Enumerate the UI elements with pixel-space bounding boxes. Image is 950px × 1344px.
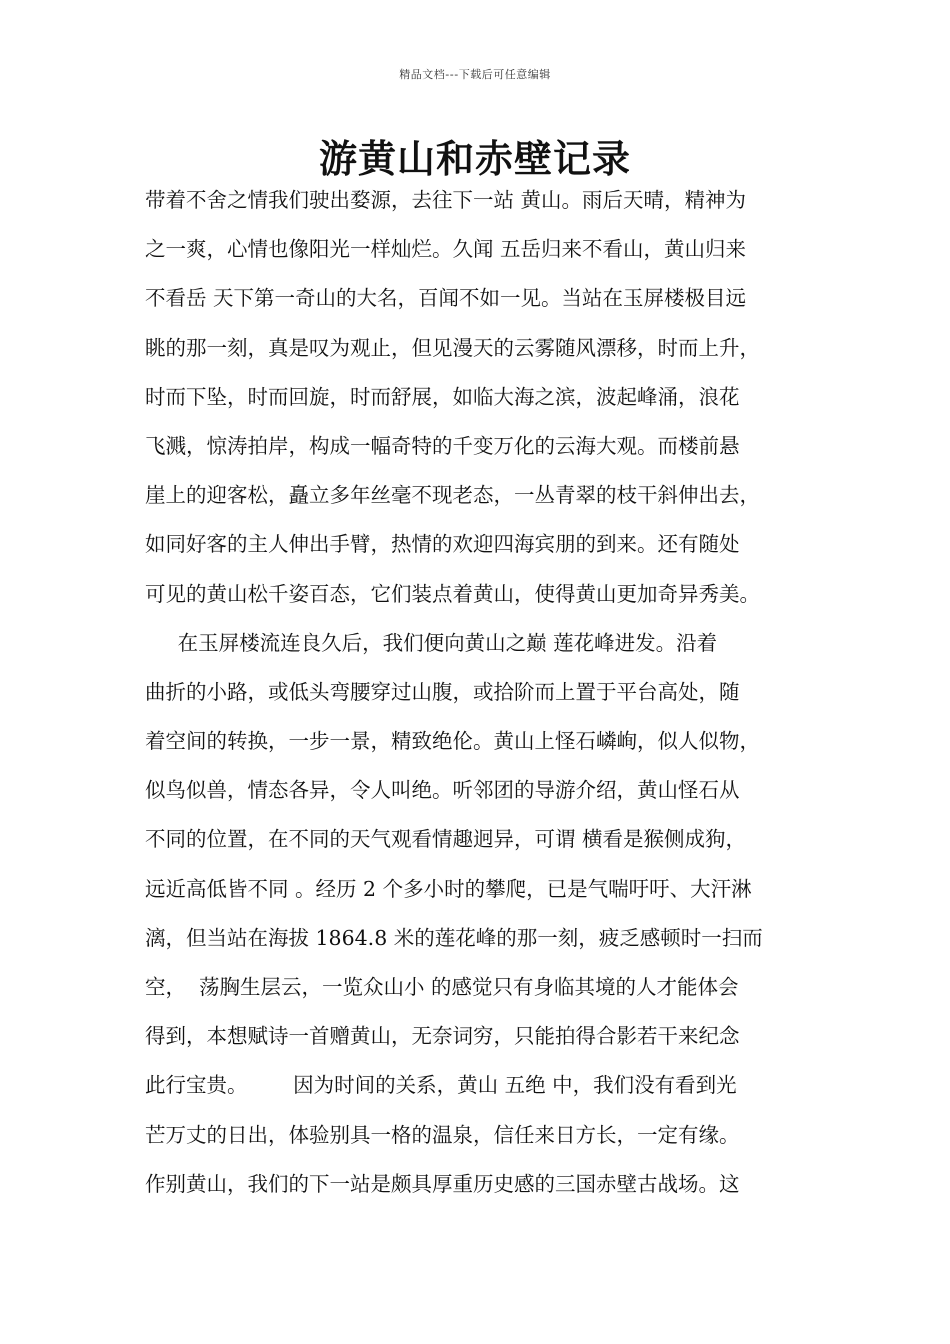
header-note: 精品文档---下载后可任意编辑 — [399, 68, 551, 81]
text-line: 漓，但当站在海拔 1864.8 米的莲花峰的那一刻，疲乏感顿时一扫而 — [145, 925, 763, 950]
text-line: 崖上的迎客松，矗立多年丝毫不现老态，一丛青翠的枝干斜伸出去， — [145, 483, 760, 508]
text-line: 时而下坠，时而回旋，时而舒展，如临大海之滨，波起峰涌，浪花 — [145, 384, 740, 409]
text-line: 之一爽，心情也像阳光一样灿烂。久闻 五岳归来不看山，黄山归来 — [145, 237, 747, 262]
text-line: 飞溅，惊涛拍岸，构成一幅奇特的千变万化的云海大观。而楼前悬 — [145, 433, 740, 458]
text-line: 不同的位置，在不同的天气观看情趣迥异，可谓 横看是猴侧成狗， — [145, 827, 747, 852]
document-title: 游黄山和赤壁记录 — [318, 137, 631, 181]
text-line: 远近高低皆不同 。经历 2 个多小时的攀爬，已是气喘吁吁、大汗淋 — [145, 876, 752, 901]
text-line: 芒万丈的日出，体验别具一格的温泉，信任来日方长，一定有缘。 — [145, 1122, 740, 1147]
document-body — [145, 180, 825, 1213]
text-line: 作别黄山，我们的下一站是颇具厚重历史感的三国赤壁古战场。这 — [145, 1171, 740, 1196]
text-line: 得到，本想赋诗一首赠黄山，无奈词穷，只能拍得合影若干来纪念 — [145, 1024, 740, 1049]
text-line: 曲折的小路，或低头弯腰穿过山腹，或拾阶而上置于平台高处，随 — [145, 679, 740, 704]
text-line: 此行宝贵。 因为时间的关系，黄山 五绝 中，我们没有看到光 — [145, 1073, 737, 1098]
text-line: 着空间的转换，一步一景，精致绝伦。黄山上怪石嶙峋，似人似物， — [145, 729, 760, 754]
text-line: 似鸟似兽，情态各异，令人叫绝。听邻团的导游介绍，黄山怪石从 — [145, 778, 740, 803]
text-line: 在玉屏楼流连良久后，我们便向黄山之巅 莲花峰进发。沿着 — [145, 630, 718, 655]
text-line: 眺的那一刻，真是叹为观止，但见漫天的云雾随风漂移，时而上升， — [145, 335, 760, 360]
text-line: 不看岳 天下第一奇山的大名，百闻不如一见。当站在玉屏楼极目远 — [145, 286, 747, 311]
text-line: 如同好客的主人伸出手臂，热情的欢迎四海宾朋的到来。还有随处 — [145, 532, 740, 557]
text-line: 可见的黄山松千姿百态，它们装点着黄山，使得黄山更加奇异秀美。 — [145, 581, 760, 606]
text-line: 空， 荡胸生层云，一览众山小 的感觉只有身临其境的人才能体会 — [145, 975, 739, 999]
text-line: 带着不舍之情我们驶出婺源，去往下一站 黄山。雨后天晴，精神为 — [145, 188, 747, 212]
